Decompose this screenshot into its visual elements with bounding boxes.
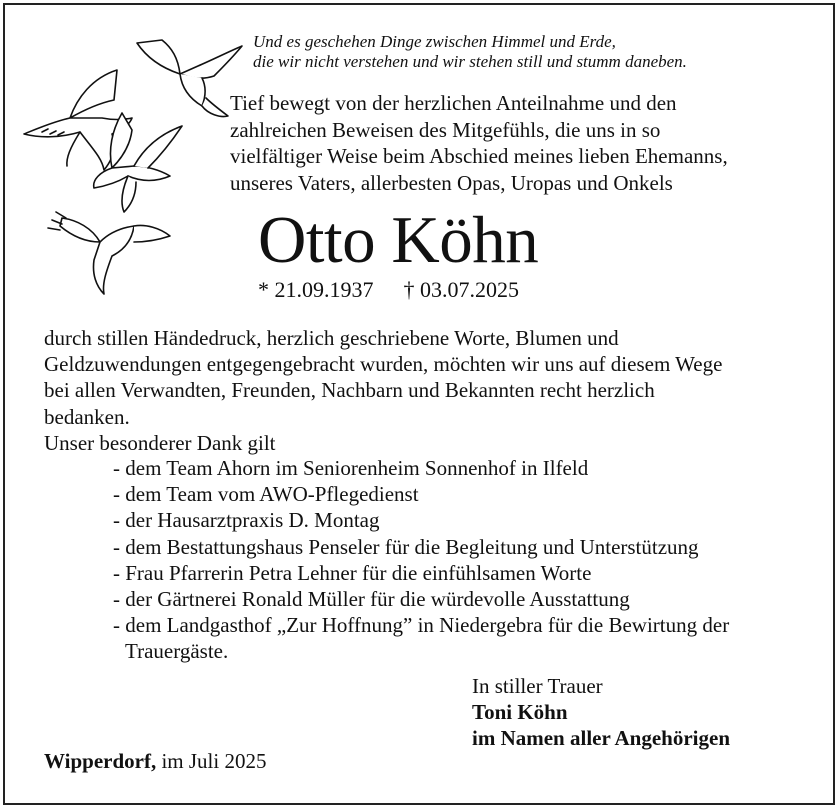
deceased-name: Otto Köhn (258, 203, 539, 277)
poem-line: Und es geschehen Dinge zwischen Himmel und Erde, (253, 32, 616, 51)
intro-line: Tief bewegt von der herzlichen Anteilnahme und den (230, 91, 677, 115)
place-town: Wipperdorf, (44, 749, 157, 773)
intro-text (230, 90, 728, 196)
list-item: - dem Bestattungshaus Penseler für die Begleitung und Unterstützung (113, 534, 699, 559)
signature-block (472, 673, 730, 751)
life-dates (258, 276, 519, 304)
list-item: - Frau Pfarrerin Petra Lehner für die einfühlsamen Worte (113, 560, 592, 585)
doves-illustration (22, 38, 252, 298)
place-date-text: im Juli 2025 (156, 749, 267, 773)
intro-line: vielfältiger Weise beim Abschied meines lieben Ehemanns, (230, 144, 728, 168)
birth-date: * 21.09.1937 (258, 277, 374, 302)
thanks-list (113, 455, 813, 665)
body-line: Geldzuwendungen entgegengebracht wurden, möchten wir uns auf diesem Wege (44, 352, 723, 377)
poem-line: die wir nicht verstehen und wir stehen still und stumm daneben. (253, 52, 687, 71)
intro-line: zahlreichen Beweisen des Mitgefühls, die uns in so (230, 117, 661, 142)
intro-line: unseres Vaters, allerbesten Opas, Uropas und Onkels (230, 170, 673, 195)
body-line: durch stillen Händedruck, herzlich geschriebene Worte, Blumen und (44, 326, 619, 350)
death-date: † 03.07.2025 (403, 277, 519, 302)
list-item: - dem Landgasthof „Zur Hoffnung” in Niedergebra für die Bewirtung der Trauergäste. (113, 613, 730, 664)
poem-quote (253, 32, 687, 72)
body-line: Unser besonderer Dank gilt (44, 430, 276, 455)
signature-name: Toni Köhn (472, 700, 568, 724)
body-line: bei allen Verwandten, Freunden, Nachbarn und Bekannten recht herzlich (44, 378, 655, 403)
list-item: - der Gärtnerei Ronald Müller für die würdevolle Ausstattung (113, 587, 630, 612)
list-item: - dem Team Ahorn im Seniorenheim Sonnenhof in Ilfeld (113, 456, 589, 480)
signature-family: im Namen aller Angehörigen (472, 726, 731, 750)
dove-icon (48, 212, 170, 294)
list-item: - dem Team vom AWO-Pflegedienst (113, 482, 419, 507)
place-date (44, 748, 266, 774)
body-text (44, 325, 814, 456)
body-line: bedanken. (44, 404, 130, 429)
dove-icon (137, 40, 242, 117)
list-item: - der Hausarztpraxis D. Montag (113, 508, 380, 533)
signature-intro: In stiller Trauer (472, 674, 603, 698)
